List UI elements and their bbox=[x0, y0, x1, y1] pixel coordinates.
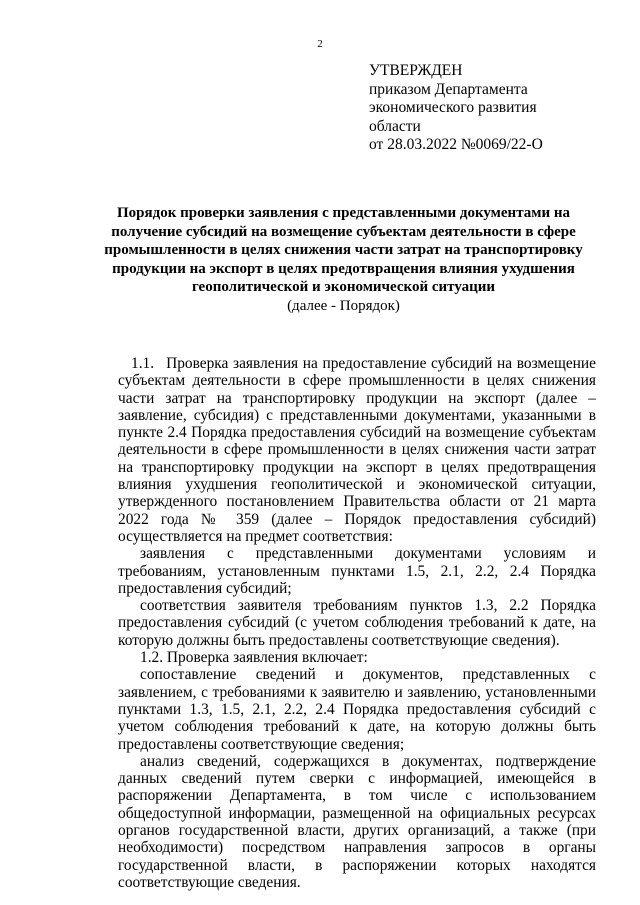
approval-stamp bbox=[369, 62, 619, 155]
paragraph-1-2: 1.2. Проверка заявления включает: bbox=[140, 649, 368, 667]
page-number: 2 bbox=[317, 38, 323, 50]
approval-line-region: области bbox=[369, 117, 421, 135]
paragraph-analysis: анализ сведений, содержащихся в документах, подтверждение данных сведений путем сверки с информацией, имеющейся в распоряжении Департамента, в том числе с использованием общедоступной информации, размещенной на официальных ресурсах органов государственной власти, других организаций, а также (при необходимости) посредством направления запросов в органы государственной власти, в распоряжении которых находятся соответствующие сведения. bbox=[118, 752, 596, 891]
paragraph-number: 1.1. bbox=[131, 355, 155, 372]
approval-line-date-number: от 28.03.2022 №0069/22-О bbox=[369, 136, 543, 153]
paragraph-comparison: сопоставление сведений и документов, представленных с заявлением, с требованиями к заявителю и заявлению, установленными пунктами 1.3, 1.5, 2.1, 2.2, 2.4 Порядка предоставления субсидий с учетом соблюдения требований к дате, на которую должны быть предоставлены соответствующие сведения; bbox=[118, 666, 596, 753]
approval-line-order: приказом Департамента bbox=[369, 80, 528, 98]
approval-line-department: экономического развития bbox=[369, 99, 537, 116]
document-title bbox=[80, 204, 607, 315]
approval-heading: УТВЕРЖДЕН bbox=[369, 62, 463, 79]
paragraph-conditions: заявления с представленными документами условиям и требованиям, установленным пунктами 1.5, 2.1, 2.2, 2.4 Порядка предоставления субсидий; bbox=[118, 545, 596, 597]
paragraph-1-1 bbox=[118, 355, 596, 545]
document-title-main: Порядок проверки заявления с представленными документами на получение субсидий на возмещение субъектам деятельности в сфере промышленности в целях снижения части затрат на транспортировку продукции на экспорт в целях предотвращения влияния ухудшения геополитической и экономической ситуации bbox=[104, 205, 583, 295]
document-body bbox=[118, 355, 596, 891]
paragraph-text: Проверка заявления на предоставление субсидий на возмещение субъектам деятельности в сфере промышленности в целях снижения части затрат на транспортировку продукции на экспорт (далее – заявление, субсидия) с представленными документами, указанными в пункте 2.4 Порядка предоставления субсидий на возмещение субъектам деятельности в сфере промышленности в целях снижения части затрат на транспортировку продукции на экспорт в целях предотвращения влияния ухудшения геополитической и экономической ситуации, утвержденного постановлением Правительства области от 21 марта 2022 года № 359 (далее – Порядок предоставления субсидий) осуществляется на предмет соответствия: bbox=[118, 355, 596, 545]
document-title-subtitle: (далее - Порядок) bbox=[287, 297, 400, 314]
paragraph-compliance: соответствия заявителя требованиям пунктов 1.3, 2.2 Порядка предоставления субсидий (с учетом соблюдения требований к дате, на которую должны быть предоставлены соответствующие сведения). bbox=[118, 597, 596, 649]
